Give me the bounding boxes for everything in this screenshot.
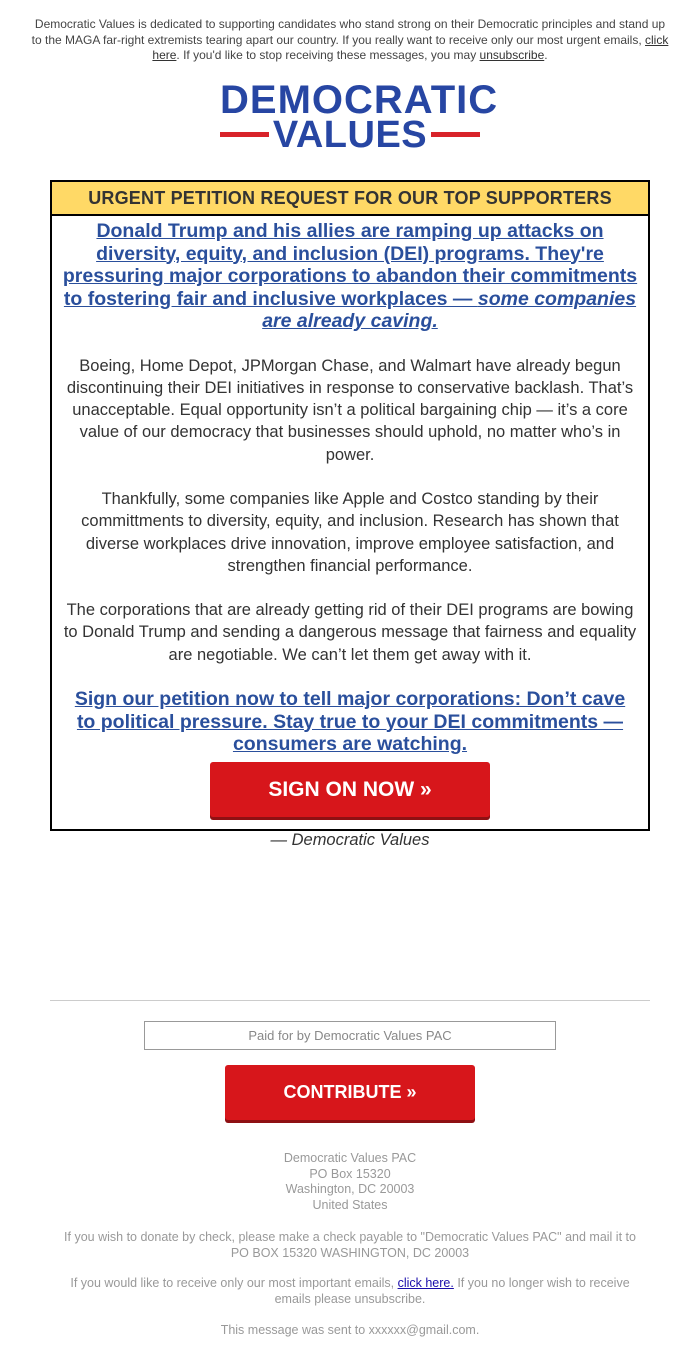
democratic-values-logo <box>220 77 499 156</box>
preferences-text-after: If you no longer wish to receive emails please unsubscribe. <box>274 1276 630 1306</box>
lead-link-text: Donald Trump and his allies are ramping up attacks on diversity, equity, and inclusion (DEI) programs. They're pressuring major corporations to abandon their commitments to fostering fair and inclusive workplaces — <box>62 220 638 310</box>
body-paragraph-1: Boeing, Home Depot, JPMorgan Chase, and Walmart have already begun discontinuing their DEI initiatives in response to conservative backlash. That’s unacceptable. Equal opportunity isn’t a political bargaining chip — it’s a core value of our democracy that businesses should uphold, no matter who’s in power. <box>66 356 634 464</box>
logo-right-bar <box>431 132 480 137</box>
footer-click-here-link[interactable]: click here. <box>397 1276 454 1290</box>
lead-link[interactable] <box>63 220 637 332</box>
lead-text <box>58 220 642 333</box>
signature: — Democratic Values <box>270 830 430 849</box>
address-line-2: PO Box 15320 <box>309 1166 391 1181</box>
lead-link-italic: some companies are already caving. <box>262 287 637 332</box>
footer-divider <box>50 1000 650 1001</box>
preheader <box>30 0 670 64</box>
cta-link[interactable]: Sign our petition now to tell major corporations: Don’t cave to political pressure. Stay true to your DEI commitments — consumers are watching. <box>74 688 626 756</box>
footer-address <box>50 1151 650 1213</box>
logo-line2: VALUES <box>272 113 428 156</box>
preheader-text-end: . <box>544 48 548 62</box>
sign-on-now-button[interactable]: SIGN ON NOW » <box>210 762 490 817</box>
preferences-text-before: If you would like to receive only our most important emails, <box>70 1276 398 1290</box>
address-line-3: Washington, DC 20003 <box>285 1182 415 1196</box>
preheader-text-middle: . If you'd like to stop receiving these messages, you may <box>176 48 480 62</box>
address-line-4: United States <box>312 1197 388 1212</box>
preheader-click-here-link[interactable]: click here <box>152 32 669 62</box>
paid-for-box: Paid for by Democratic Values PAC <box>144 1021 556 1050</box>
contribute-button[interactable]: CONTRIBUTE » <box>225 1065 475 1120</box>
preheader-text: Democratic Values is dedicated to supporting candidates who stand strong on their Democratic principles and stand up to the MAGA far-right extremists tearing apart our country. If you really want to receive only our most urgent emails, <box>31 17 666 47</box>
check-note: If you wish to donate by check, please make a check payable to "Democratic Values PAC" and mail it to PO BOX 15320 WASHINGTON, DC 20003 <box>64 1230 636 1260</box>
cta-text <box>72 688 628 756</box>
petition-panel <box>50 180 650 849</box>
panel-header: URGENT PETITION REQUEST FOR OUR TOP SUPPORTERS <box>52 182 648 216</box>
body-paragraph-3: The corporations that are already getting rid of their DEI programs are bowing to Donald Trump and sending a dangerous message that fairness and equality are negotiable. We can’t let them get away with it. <box>63 601 637 664</box>
body-paragraph-2: Thankfully, some companies like Apple and Costco standing by their committments to diversity, equity, and inclusion. Research has shown that diverse workplaces drive innovation, improve employee satisfaction, and strengthen financial performance. <box>81 489 619 575</box>
email-preferences-note <box>70 1276 630 1307</box>
preheader-unsubscribe-link[interactable]: unsubscribe <box>479 48 545 62</box>
logo-line1: DEMOCRATIC <box>220 77 499 122</box>
logo-line2-row <box>220 113 480 156</box>
address-line-1: Democratic Values PAC <box>283 1151 417 1165</box>
logo-left-bar <box>220 132 269 137</box>
sent-to-note: This message was sent to xxxxxx@gmail.com. <box>220 1323 480 1337</box>
